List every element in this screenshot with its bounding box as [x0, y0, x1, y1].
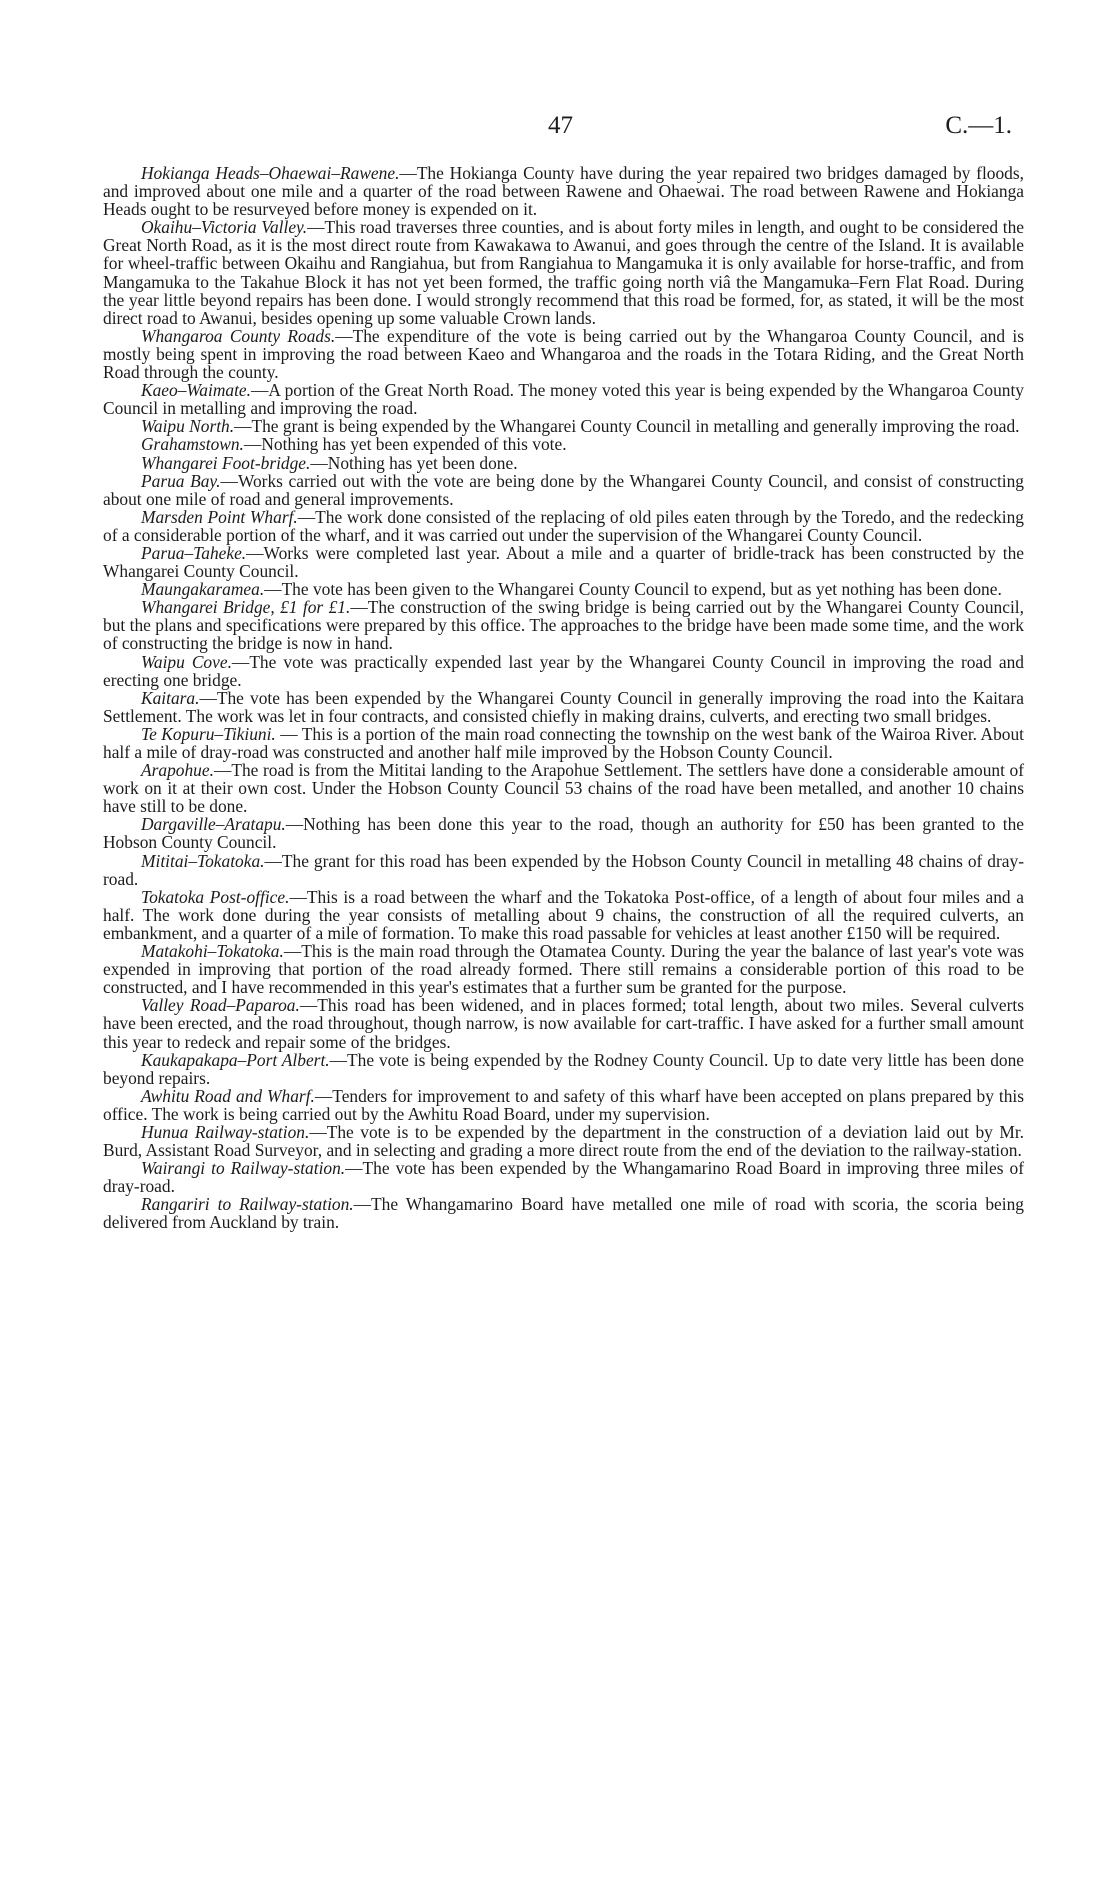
paragraph-heading: Okaihu–Victoria Valley. — [141, 217, 308, 238]
paragraph-heading: Whangarei Foot-bridge. — [141, 452, 311, 473]
paragraph — [103, 1159, 1024, 1195]
paragraph-text: —The Hokianga County have during the year repaired two bridges damaged by floods, and improved about one mile and a quarter of the road between Rawene and Ohaewai. The road between Rawene and Hokianga Heads ought to be resurveyed before money is expended on it. — [103, 163, 1024, 220]
paragraph-text: —This is a road between the wharf and the Tokatoka Post-office, of a length of about four miles and a half. The work done during the year consists of metalling about 9 chains, the construction of all the required culverts, an embankment, and a quarter of a mile of formation. To make this road passable for vehicles at least another £150 will be required. — [103, 886, 1024, 943]
paragraph-heading: Awhitu Road and Wharf. — [141, 1085, 315, 1106]
paragraph — [103, 598, 1024, 652]
paragraph-text: —The expenditure of the vote is being carried out by the Whangaroa County Council, and is mostly being spent in improving the road between Kaeo and Whangaroa and the roads in the Totara Riding, and the Great North Road through the county. — [103, 325, 1024, 383]
report-body — [103, 164, 1024, 1232]
paragraph — [103, 1123, 1024, 1159]
paragraph-heading: Matakohi–Tokatoka. — [141, 941, 284, 962]
paragraph-text: —Works carried out with the vote are being done by the Whangarei County Council, and consist of constructing about one mile of road and general improvements. — [103, 470, 1025, 509]
paragraph — [103, 417, 1024, 435]
paragraph-heading: Te Kopuru–Tikiuni. — [141, 723, 276, 744]
paragraph — [103, 435, 1024, 453]
paragraph-heading: Hunua Railway-station. — [141, 1121, 310, 1142]
paragraph-text: —Nothing has yet been expended of this vote. — [243, 434, 567, 455]
paragraph — [103, 689, 1024, 725]
paragraph-heading: Kaeo–Waimate. — [141, 380, 251, 401]
paragraph-heading: Whangarei Bridge, £1 for £1. — [141, 597, 351, 618]
paragraph — [103, 1051, 1024, 1087]
page-header — [0, 112, 1114, 148]
page-number: 47 — [548, 112, 573, 139]
paragraph-heading: Whangaroa County Roads. — [141, 325, 336, 346]
paragraph-text: —Nothing has been done this year to the road, though an authority for £50 has been granted to the Hobson County Council. — [103, 814, 1024, 853]
paragraph — [103, 996, 1024, 1050]
paragraph-text: —The vote has been expended by the Whangarei County Council in generally improving the road into the Kaitara Settlement. The work was let in four contracts, and consisted chiefly in making drains, culverts, and erecting two small bridges. — [103, 687, 1024, 726]
paragraph-text: —The grant for this road has been expended by the Hobson County Council in metalling 48 chains of dray-road. — [103, 850, 1024, 889]
paragraph — [103, 852, 1024, 888]
paragraph-text: —The grant is being expended by the Whangarei County Council in metalling and generally improving the road. — [234, 416, 1020, 437]
paragraph-heading: Wairangi to Railway-station. — [141, 1158, 346, 1179]
paragraph — [103, 508, 1024, 544]
paragraph-text: —Works were completed last year. About a mile and a quarter of bridle-track has been constructed by the Whangarei County Council. — [103, 542, 1024, 582]
paragraph — [103, 1195, 1024, 1231]
paragraph — [103, 942, 1024, 996]
paragraph-heading: Hokianga Heads–Ohaewai–Rawene. — [141, 163, 400, 183]
paragraph-heading: Marsden Point Wharf. — [141, 506, 298, 527]
paragraph — [103, 544, 1024, 580]
paragraph — [103, 472, 1024, 508]
paragraph-heading: Parua Bay. — [141, 470, 221, 491]
paragraph-text: —This road has been widened, and in places formed; total length, about two miles. Several culverts have been erected, and the road throughout, though narrow, is now available for cart-traffic. I have asked for a further small amount this year to redeck and repair some of the bridges. — [103, 995, 1024, 1052]
paragraph-heading: Waipu North. — [141, 416, 235, 437]
paragraph — [103, 1087, 1024, 1123]
paragraph-text: —The vote is being expended by the Rodney County Council. Up to date very little has been done beyond repairs. — [103, 1049, 1024, 1088]
paragraph-heading: Parua–Taheke. — [141, 542, 247, 563]
paragraph — [103, 761, 1024, 815]
paragraph-text: —The vote was practically expended last year by the Whangarei County Council in improving the road and erecting one bridge. — [103, 651, 1024, 690]
paragraph-text: —The road is from the Mititai landing to the Arapohue Settlement. The settlers have done a considerable amount of work on it at their own cost. Under the Hobson County Council 53 chains of the road have been metalled, and another 10 chains have still to be done. — [103, 760, 1024, 817]
paragraph-heading: Kaitara. — [141, 687, 200, 708]
paragraph-heading: Maungakaramea. — [141, 579, 265, 600]
paragraph — [103, 815, 1024, 851]
paragraph — [103, 454, 1024, 472]
paragraph — [103, 888, 1024, 942]
paragraph-text: —This road traverses three counties, and is about forty miles in length, and ought to be considered the Great North Road, as it is the most direct route from Kawakawa to Awanui, and goes through the centre of the Island. It is available for wheel-traffic between Okaihu and Rangiahua, but from Rangiahua to Mangamuka it is only available for horse-traffic, and from Mangamuka to the Takahue Block it has not yet been formed, the traffic going north viâ the Mangamuka–Fern Flat Road. During the year little beyond repairs has been done. I would strongly recommend that this road be formed, for, as stated, it will be the most direct road to Awanui, besides opening up some valuable Crown lands. — [103, 217, 1025, 328]
paragraph-heading: Rangariri to Railway-station. — [141, 1194, 354, 1215]
paragraph-text: —The vote is to be expended by the department in the construction of a deviation laid out by Mr. Burd, Assistant Road Surveyor, and in selecting and grading a more direct route from the end of the deviation to the railway-station. — [103, 1121, 1025, 1161]
paragraph — [103, 725, 1024, 761]
paragraph-text: —The construction of the swing bridge is being carried out by the Whangarei County Council, but the plans and specifications were prepared by this office. The approaches to the bridge have been made some time, and the work of constructing the bridge is now in hand. — [103, 597, 1024, 654]
paragraph-heading: Valley Road–Paparoa. — [141, 995, 300, 1016]
paragraph-heading: Tokatoka Post-office. — [141, 886, 290, 907]
paragraph-heading: Waipu Cove. — [141, 651, 232, 672]
paragraph-text: —The Whangamarino Board have metalled one mile of road with scoria, the scoria being delivered from Auckland by train. — [103, 1194, 1024, 1233]
paragraph-text: —Nothing has yet been done. — [310, 452, 518, 473]
paragraph-heading: Arapohue. — [141, 760, 214, 781]
paragraph-text: —This is the main road through the Otamatea County. During the year the balance of last year's vote was expended in improving that portion of the road already formed. There still remains a considerable portion of this road to be constructed, and I have recommended in this year's estimates that a further sum be granted for the purpose. — [103, 941, 1024, 998]
paragraph — [103, 580, 1024, 598]
paragraph — [103, 164, 1024, 218]
paragraph-text: —A portion of the Great North Road. The money voted this year is being expended by the Whangaroa County Council in metalling and improving the road. — [103, 380, 1024, 419]
paragraph — [103, 653, 1024, 689]
paragraph-text: —The work done consisted of the replacing of old piles eaten through by the Toredo, and the redecking of a considerable portion of the wharf, and it was carried out under the supervision of the Whangarei County Council. — [103, 506, 1024, 545]
paragraph-heading: Grahamstown. — [141, 434, 244, 455]
paragraph-heading: Kaukapakapa–Port Albert. — [141, 1049, 330, 1070]
paragraph-text: —Tenders for improvement to and safety of this wharf have been accepted on plans prepared by this office. The work is being carried out by the Awhitu Road Board, under my supervision. — [103, 1085, 1025, 1124]
paragraph-heading: Mititai–Tokatoka. — [141, 850, 265, 871]
paragraph-text: —The vote has been expended by the Whangamarino Road Board in improving three miles of dray-road. — [103, 1158, 1024, 1197]
paragraph-heading: Dargaville–Aratapu. — [141, 814, 286, 835]
document-reference: C.—1. — [945, 112, 1012, 139]
paragraph — [103, 218, 1024, 327]
paragraph — [103, 381, 1024, 417]
paragraph-text: —The vote has been given to the Whangarei County Council to expend, but as yet nothing has been done. — [264, 579, 1002, 600]
paragraph — [103, 327, 1024, 381]
paragraph-text: — This is a portion of the main road connecting the township on the west bank of the Wairoa River. About half a mile of dray-road was constructed and another half mile improved by the Hobson County Council. — [103, 723, 1024, 762]
